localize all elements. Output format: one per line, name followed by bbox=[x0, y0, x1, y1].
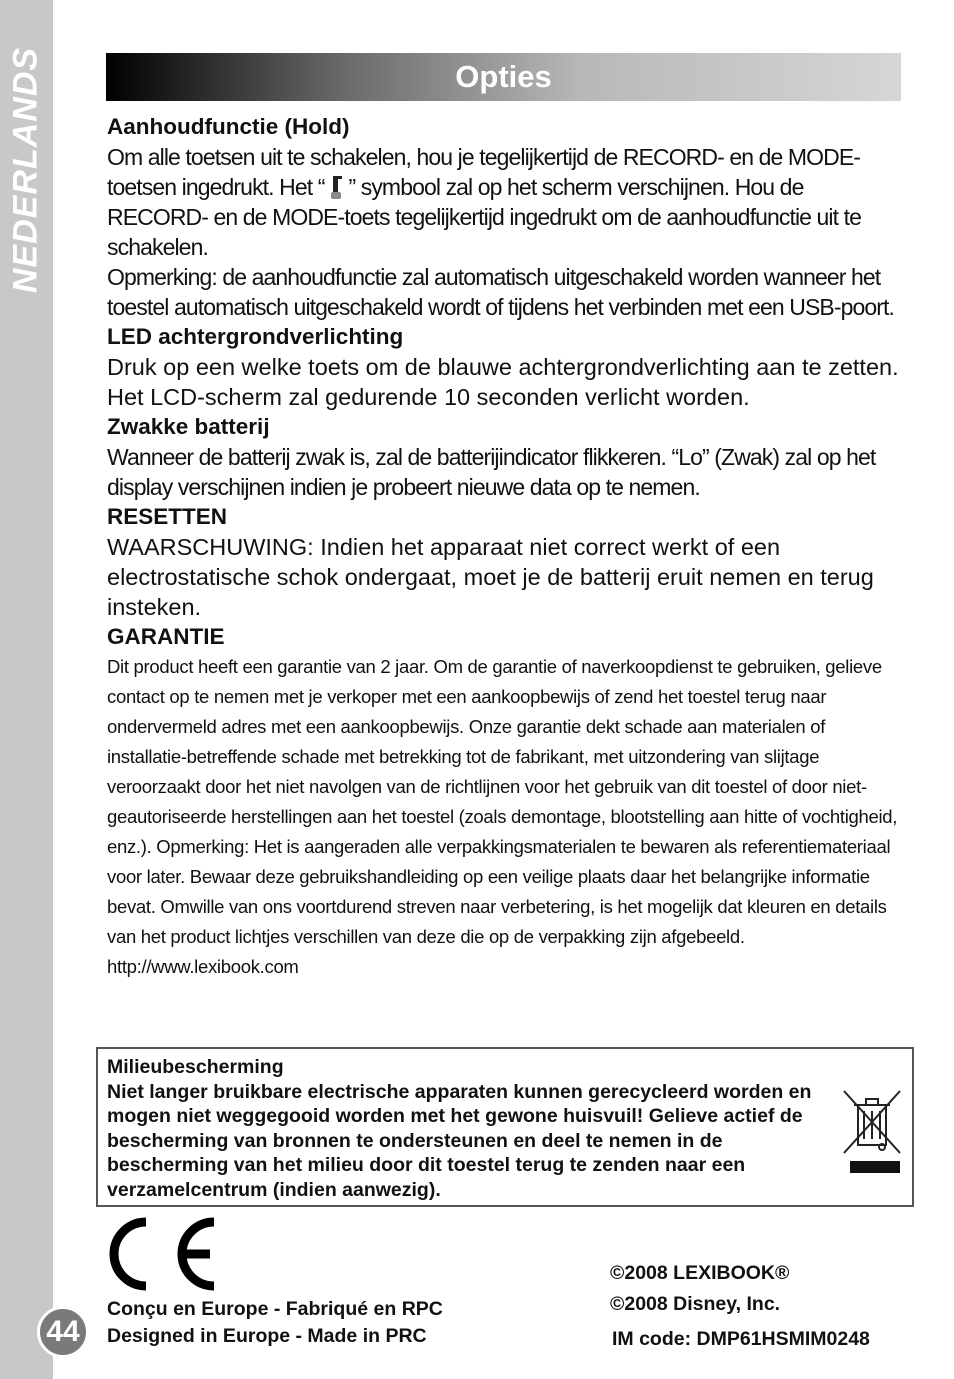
battery-body: Wanneer de batterij zwak is, zal de batterijindicator flikkeren. “Lo” (Zwak) zal op het display verschijnen indien je probeert nieuwe data op te nemen. bbox=[107, 444, 876, 500]
warranty-heading: GARANTIE bbox=[107, 624, 225, 649]
hold-body-part1: Om alle toetsen uit te schakelen, hou je tegelijkertijd de RECORD- en de MODE-toetsen ingedrukt. Het “ bbox=[107, 144, 861, 200]
ce-mark-icon bbox=[98, 1212, 218, 1296]
environment-text bbox=[107, 1055, 827, 1202]
warranty-body: Dit product heeft een garantie van 2 jaar. Om de garantie of naverkoopdienst te gebruiken, gelieve contact op te nemen met je verkoper met een aankoopbewijs of zend het toestel terug naar ondervermeld adres met een aankoopbewijs. Onze garantie dekt schade aan materialen of installatie-betreffende schade met betrekking tot de fabrikant, met uitzondering van slijtage veroorzaakt door het niet navolgen van de richtlijnen voor het gebruik van dit toestel of door niet-geautoriseerde herstellingen aan het toestel (zoals demontage, blootstelling aan hitte of vochtigheid, enz.). Opmerking: Het is aangeraden alle verpakkingsmaterialen te bewaren als referentiemateriaal voor later. Bewaar deze gebruikshandleiding op een veilige plaats daar het belangrijke informatie bevat. Omwille van ons voortdurend streven naar verbetering, is het mogelijk dat kleuren en details van het product lichtjes verschillen van deze die op de verpakking zijn afgebeeld. http://www.lexibook.com bbox=[107, 656, 898, 977]
hold-body-part2: ” symbool zal op het scherm verschijnen. Hou de RECORD- en de MODE-toets tegelijkertijd ingedrukt om de aanhoudfunctie uit te schakelen. bbox=[107, 174, 861, 260]
hold-body bbox=[107, 142, 907, 262]
environment-box bbox=[96, 1047, 914, 1207]
hold-heading: Aanhoudfunctie (Hold) bbox=[107, 114, 350, 139]
title-bar bbox=[106, 53, 901, 101]
made-in-fr: Conçu en Europe - Fabriqué en RPC bbox=[107, 1298, 443, 1320]
im-code: IM code: DMP61HSMIM0248 bbox=[612, 1328, 870, 1350]
led-heading: LED achtergrondverlichting bbox=[107, 324, 404, 349]
copyright-lexibook: ©2008 LEXIBOOK® bbox=[610, 1262, 790, 1284]
reset-body: WAARSCHUWING: Indien het apparaat niet correct werkt of een electrostatische schok ondergaat, moet je de batterij eruit nemen en terug insteken. bbox=[107, 534, 874, 620]
lock-icon bbox=[328, 175, 344, 201]
page-number: 44 bbox=[37, 1306, 89, 1358]
environment-heading: Milieubescherming bbox=[107, 1056, 284, 1078]
language-label: NEDERLANDS bbox=[6, 46, 45, 294]
made-in-en: Designed in Europe - Made in PRC bbox=[107, 1325, 427, 1347]
reset-heading: RESETTEN bbox=[107, 504, 228, 529]
manufacturing-info bbox=[107, 1296, 443, 1350]
side-strip bbox=[0, 0, 53, 1379]
copyright-disney: ©2008 Disney, Inc. bbox=[610, 1293, 781, 1315]
hold-note: Opmerking: de aanhoudfunctie zal automatisch uitgeschakeld worden wanneer het toestel automatisch uitgeschakeld wordt of tijdens het verbinden met een USB-poort. bbox=[107, 264, 895, 320]
copyright-info bbox=[610, 1258, 870, 1355]
content bbox=[107, 112, 907, 982]
battery-heading: Zwakke batterij bbox=[107, 414, 270, 439]
page-title: Opties bbox=[455, 59, 552, 94]
environment-body: Niet langer bruikbare electrische apparaten kunnen gerecycleerd worden en mogen niet weggegooid worden met het gewone huisvuil! Gelieve actief de bescherming van bronnen te ondersteunen en deel te nemen in de bescherming van het milieu door dit toestel terug te zenden naar een verzamelcentrum (indien aanwezig). bbox=[107, 1080, 812, 1201]
led-body: Druk op een welke toets om de blauwe achtergrondverlichting aan te zetten. Het LCD-scherm zal gedurende 10 seconden verlicht worden. bbox=[107, 354, 899, 410]
crossed-out-wheelie-bin-icon bbox=[842, 1089, 902, 1177]
